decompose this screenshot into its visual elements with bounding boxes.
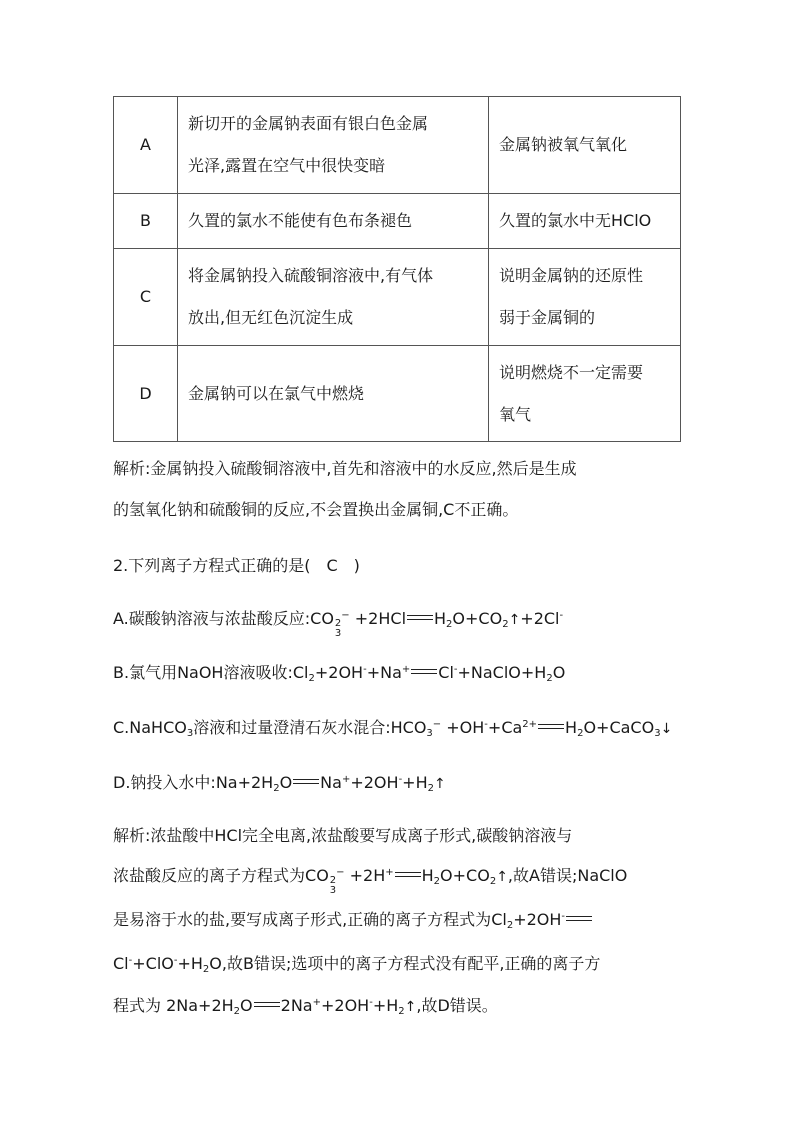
row-desc-d: 金属钠可以在氯气中燃烧 xyxy=(178,346,489,442)
option-d: D.钠投入水中$:Na+2H_2O$ $Na^++2OH^-+H_2↑$ xyxy=(113,773,446,794)
row-conclusion-d: 说明燃烧不一定需要 氧气 xyxy=(489,346,681,442)
row-label-a: A xyxy=(114,97,178,194)
analysis1-line1: 解析:金属钠投入硫酸铜溶液中,首先和溶液中的水反应,然后是生成 xyxy=(113,459,577,478)
option-a: A.碳酸钠溶液与浓盐酸反应:CO 2 3 − +2HCl $H_2O+CO_2↑+2Cl^-$ xyxy=(113,609,564,639)
row-conclusion-c: 说明金属钠的还原性 弱于金属铜的 xyxy=(489,249,681,346)
analysis1-line2: 的氢氧化钠和硫酸铜的反应,不会置换出金属铜,C不正确。 xyxy=(113,500,519,519)
question2-stem: 2.下列离子方程式正确的是( C ) xyxy=(113,556,360,575)
row-label-d: D xyxy=(114,346,178,442)
row-desc-a: 新切开的金属钠表面有银白色金属 光泽,露置在空气中很快变暗 xyxy=(178,97,489,194)
row-conclusion-a: 金属钠被氧气氧化 xyxy=(489,97,681,194)
analysis2-line5: 程式为 $2Na+2H_2O$ $2Na^++2OH^-+H_2↑$,故D错误。 xyxy=(113,996,498,1017)
option-b: B.氯气用NaOH溶液吸收$:Cl_2+2OH^-+Na^+$ $Cl^-+NaClO+H_2O$ xyxy=(113,663,566,684)
analysis2-line1: 解析:浓盐酸中HCl完全电离,浓盐酸要写成离子形式,碳酸钠溶液与 xyxy=(113,826,573,845)
option-c: C.NaHCO$_3$溶液和过量澄清石灰水混合$:HCO_3^- +OH^-+Ca^{2+}$ $H_2O+CaCO_3↓$ xyxy=(113,718,673,739)
options-table xyxy=(113,96,681,442)
row-label-c: C xyxy=(114,249,178,346)
row-label-b: B xyxy=(114,194,178,249)
analysis2-line3: 是易溶于水的盐,要写成离子形式,正确的离子方程式为$Cl_2+2OH^-$ xyxy=(113,907,593,931)
analysis2-line4: $Cl^-+ClO^-+H_2O$,故B错误;选项中的离子方程式没有配平,正确的离子方 xyxy=(113,954,601,975)
analysis2-line2: 浓盐酸反应的离子方程式为CO 2 3 − +2H+ $H_2O+CO_2↑$,故A错误;NaClO xyxy=(113,866,628,896)
row-desc-b: 久置的氯水不能使有色布条褪色 xyxy=(178,194,489,249)
row-desc-c: 将金属钠投入硫酸铜溶液中,有气体 放出,但无红色沉淀生成 xyxy=(178,249,489,346)
row-conclusion-b: 久置的氯水中无HClO xyxy=(489,194,681,249)
